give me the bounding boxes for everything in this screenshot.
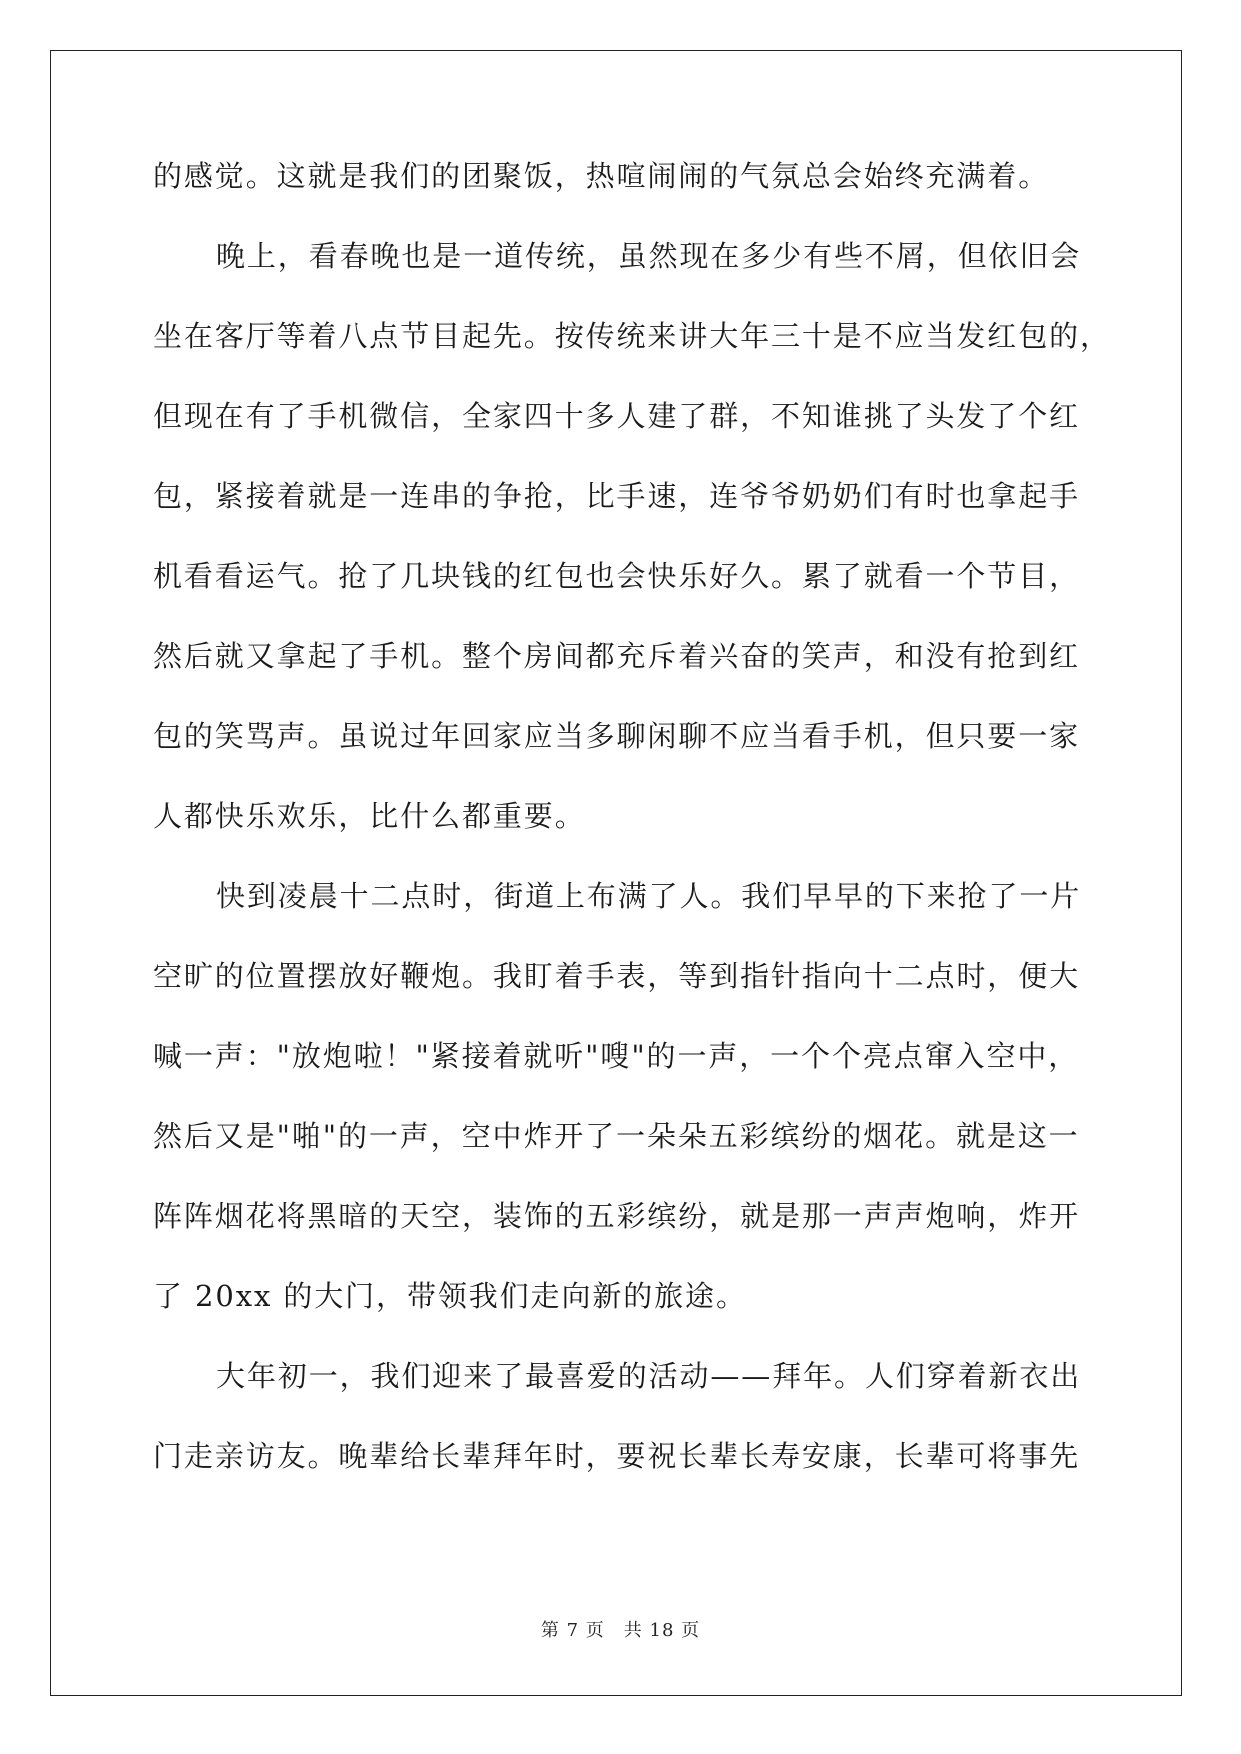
text-line: 但现在有了手机微信，全家四十多人建了群，不知谁挑了头发了个红 bbox=[153, 399, 1081, 433]
text-line: 人都快乐欢乐，比什么都重要。 bbox=[153, 799, 586, 833]
text-line: 然后就又拿起了手机。整个房间都充斥着兴奋的笑声，和没有抢到红 bbox=[153, 639, 1081, 673]
text-line: 快到凌晨十二点时，街道上布满了人。我们早早的下来抢了一片 bbox=[216, 879, 1082, 913]
text-line: 阵阵烟花将黑暗的天空，装饰的五彩缤纷，就是那一声声炮响，炸开 bbox=[153, 1199, 1081, 1233]
text-line: 坐在客厅等着八点节目起先。按传统来讲大年三十是不应当发红包的， bbox=[153, 319, 1111, 353]
text-line: 机看看运气。抢了几块钱的红包也会快乐好久。累了就看一个节目， bbox=[153, 559, 1081, 593]
text-line: 了 20xx 的大门，带领我们走向新的旅途。 bbox=[153, 1279, 747, 1313]
text-line: 的感觉。这就是我们的团聚饭，热喧闹闹的气氛总会始终充满着。 bbox=[153, 159, 1050, 193]
text-line: 喊一声："放炮啦！"紧接着就听"嗖"的一声，一个个亮点窜入空中， bbox=[153, 1039, 1080, 1073]
page-number: 第 7 页 共 18 页 bbox=[540, 1620, 701, 1641]
text-line: 包的笑骂声。虽说过年回家应当多聊闲聊不应当看手机，但只要一家 bbox=[153, 719, 1081, 753]
text-line: 门走亲访友。晚辈给长辈拜年时，要祝长辈长寿安康，长辈可将事先 bbox=[153, 1439, 1081, 1473]
text-line: 包，紧接着就是一连串的争抢，比手速，连爷爷奶奶们有时也拿起手 bbox=[153, 479, 1081, 513]
text-line: 晚上，看春晚也是一道传统，虽然现在多少有些不屑，但依旧会 bbox=[216, 239, 1082, 273]
text-line: 空旷的位置摆放好鞭炮。我盯着手表，等到指针指向十二点时，便大 bbox=[153, 959, 1081, 993]
text-line: 然后又是"啪"的一声，空中炸开了一朵朵五彩缤纷的烟花。就是这一 bbox=[153, 1119, 1080, 1153]
document-body bbox=[153, 159, 1111, 1520]
text-line: 大年初一，我们迎来了最喜爱的活动——拜年。人们穿着新衣出 bbox=[216, 1359, 1082, 1393]
